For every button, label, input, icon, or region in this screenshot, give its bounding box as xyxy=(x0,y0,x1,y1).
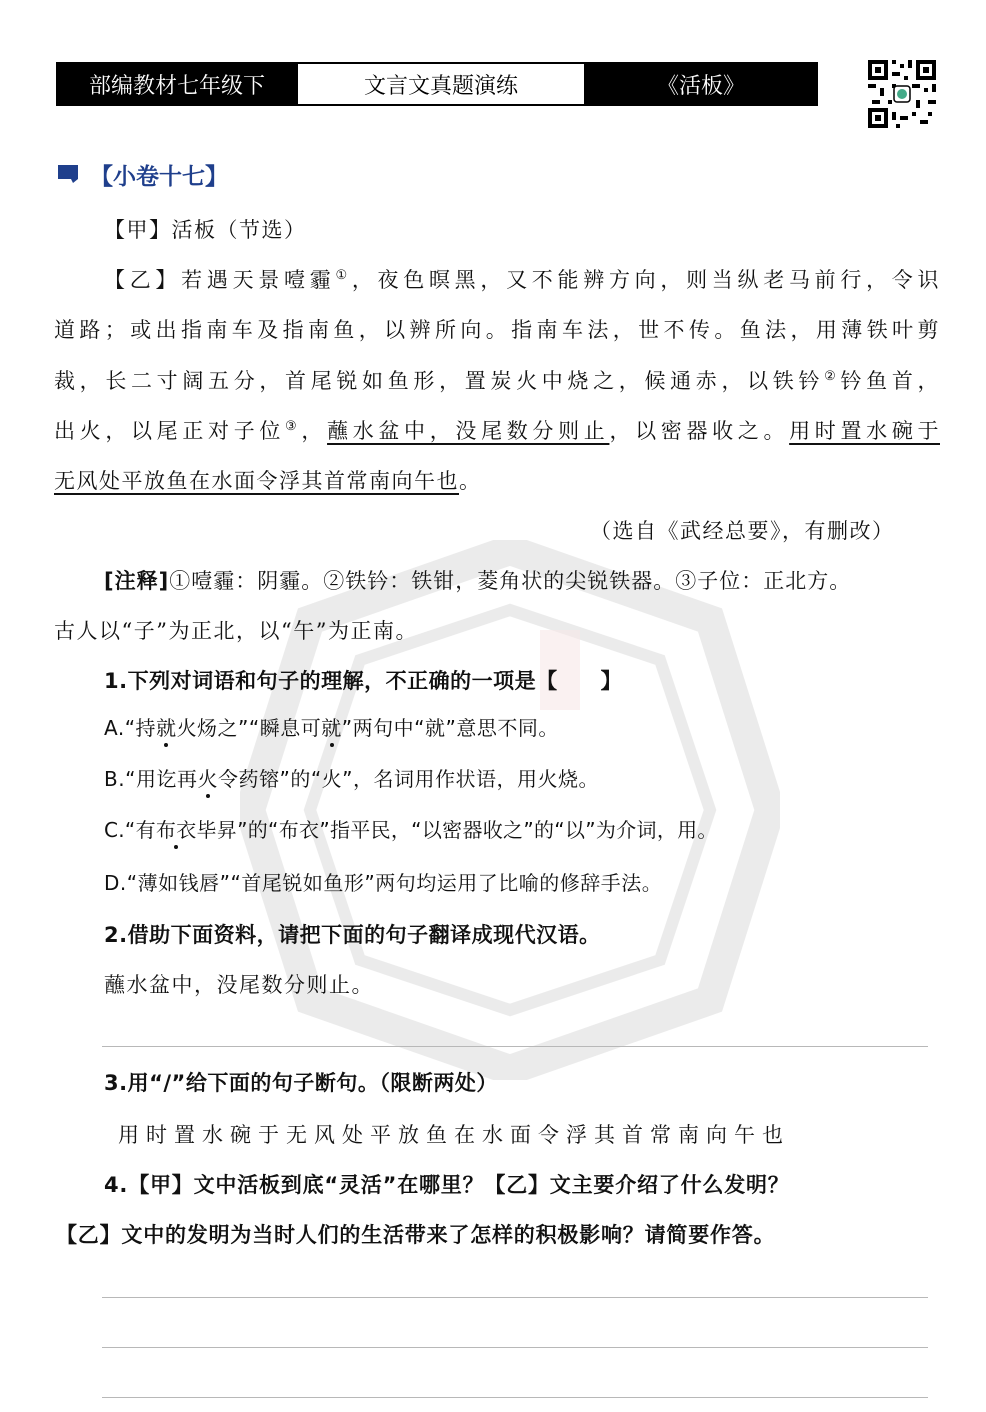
yi-line-1: 【乙】若遇天景噎霾①，夜色暝黑，又不能辨方向，则当纵老马前行，令识 xyxy=(104,268,941,292)
answer-line-q4-3[interactable] xyxy=(102,1397,928,1398)
question-3: 3.用“/”给下面的句子断句。（限断两处） xyxy=(104,1071,498,1095)
question-4-line-1: 4.【甲】文中活板到底“灵活”在哪里？【乙】文主要介绍了什么发明？ xyxy=(104,1173,790,1197)
notes-line-1: [注释]①噎霾：阴霾。②铁钤：铁钳，菱角状的尖锐铁器。③子位：正北方。 xyxy=(104,569,852,593)
notes-label: [注释] xyxy=(104,569,170,593)
bookmark-icon xyxy=(56,163,80,185)
notes-line-2: 古人以“子”为正北，以“午”为正南。 xyxy=(54,619,418,643)
underlined-sentence-1: 蘸水盆中，没尾数分则止 xyxy=(327,419,610,443)
question-4-line-2: 【乙】文中的发明为当时人们的生活带来了怎样的积极影响？请简要作答。 xyxy=(56,1223,776,1247)
section-title: 【小卷十七】 xyxy=(90,163,228,190)
underlined-sentence-2: 用时置水碗于 xyxy=(789,419,940,443)
header-topic: 文言文真题演练 xyxy=(296,64,586,104)
answer-line-q4-1[interactable] xyxy=(102,1297,928,1298)
option-c[interactable]: C.“有布衣毕昇”的“布衣”指平民，“以密器收之”的“以”为介词，用。 xyxy=(104,818,718,842)
header-bar xyxy=(56,62,818,106)
yi-line-2: 道路；或出指南车及指南鱼，以辨所向。指南车法，世不传。鱼法，用薄铁叶剪 xyxy=(54,318,940,342)
question-2-sentence: 蘸水盆中，没尾数分则止。 xyxy=(104,973,374,997)
source-citation: （选自《武经总要》，有删改） xyxy=(590,519,895,543)
question-3-sentence: 用时置水碗于无风处平放鱼在水面令浮其首常南向午也 xyxy=(118,1123,790,1147)
answer-line-q2[interactable] xyxy=(102,1046,928,1047)
answer-line-q4-2[interactable] xyxy=(102,1347,928,1348)
question-1: 1.下列对词语和句子的理解，不正确的一项是【 】 xyxy=(104,669,623,693)
underlined-sentence-2-cont: 无风处平放鱼在水面令浮其首常南向午也 xyxy=(54,469,459,493)
option-b[interactable]: B.“用讫再火令药镕”的“火”，名词用作状语，用火烧。 xyxy=(104,767,600,791)
qr-code-icon xyxy=(866,58,938,130)
jia-title: 【甲】活板（节选） xyxy=(104,218,307,242)
yi-line-5: 无风处平放鱼在水面令浮其首常南向午也。 xyxy=(54,469,482,493)
yi-line-3: 裁，长二寸阔五分，首尾锐如鱼形，置炭火中烧之，候通赤，以铁钤②钤鱼首， xyxy=(54,369,940,393)
header-lesson: 《活板》 xyxy=(586,64,816,104)
question-2: 2.借助下面资料，请把下面的句子翻译成现代汉语。 xyxy=(104,923,601,947)
section-heading xyxy=(56,158,228,190)
yi-line-4: 出火，以尾正对子位③，蘸水盆中，没尾数分则止，以密器收之。用时置水碗于 xyxy=(54,419,940,443)
option-d[interactable]: D.“薄如钱唇”“首尾锐如鱼形”两句均运用了比喻的修辞手法。 xyxy=(104,871,663,895)
header-grade: 部编教材七年级下 xyxy=(58,64,296,104)
option-a[interactable]: A.“持就火炀之”“瞬息可就”两句中“就”意思不同。 xyxy=(104,716,559,740)
